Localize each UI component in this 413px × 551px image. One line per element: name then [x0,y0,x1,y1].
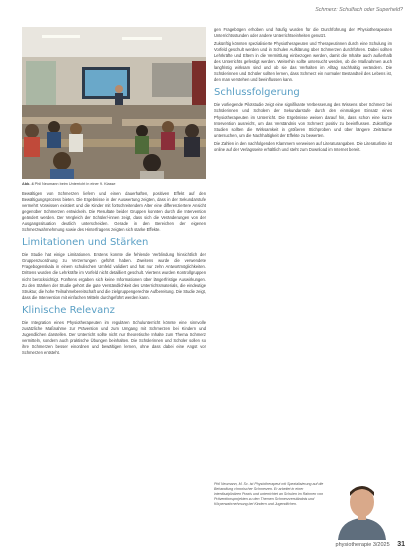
author-box [214,478,392,540]
section-heading-conclusion: Schlussfolgerung [214,87,300,99]
clinical-relevance-paragraph: Die Integration eines Physiotherapeuten im regulären Schulunterricht könnte eine sinnvolle zusätzliche Maßnahme zur Prävention und zum Umgang mit Schmerzen bei Kindern und Jugendlichen darstellen. Der Unterricht sollte nicht nur theoretische Inhalte zum Thema Schmerz vermitteln, sondern auch praktische Übungen beinhalten. Die Schülerinnen und Schüler sollen so ihre Schmerzen besser einordnen und bewältigen lernen, ohne dass dabei eine Angst vor Schmerzen entsteht. [22,319,206,355]
limitations-paragraph: Die Studie hat einige Limitationen. Erstens konnte die fehlende Verblindung hinsichtlich der Gruppenzuordnung zu Verzerrungen geführt haben. Zweitens wurde die verwendete Fragebogenskala in einem schulischen Umfeld validiert und hat nur zehn Antwortmöglichkeiten. Drittens wurden die Lehrkräfte im Vorfeld nicht detailliert geschult. Viertens wurden Kontrollgruppen nicht berücksichtigt. Fünftens ergaben sich keine Informationen über längerfristige Auswirkungen. Zu den Stärken der Studie gehört die gute Verständlichkeit des Unterrichtsmaterials, die eindeutige Struktur, die hohe Teilnahmebereitschaft und die zielgruppengerechte Aufbereitung. Die Studie zeigt, dass die Intervention mit einfachen Mitteln durchgeführt werden kann. [22,252,206,300]
intro-paragraph: Bewältigen von Schmerzen liefern und einen dauerhaften, positiven Effekt auf den Bewältigungsprozess bieten. Die Ergebnisse in der Auswertung zeigten, dass in der Sekundarstufe vermehrt Vorwissen existiert und die Kinder mit fortschreitendem Alter eine differenziertere Ansicht gegenüber Schmerzen entwickeln. Die Resultate beider Gruppen konnten durch die Intervention geändert werden. Der Vergleich der Schüler/-innen zeigt, dass sich die Veränderungen von der Ausgangssituation deutlich unterscheiden. Gerade in den Bereichen der eigenen Schmerzwahrnehmung sowie des Hinterfragens zeigten sich starke Effekte. [22,191,206,233]
running-title: Schmerz: Schulfach oder Superheld? [315,7,403,13]
classroom-illustration [22,27,206,179]
figure-caption [22,182,206,187]
right-paragraph-2: Zukünftig könnten spezialisierte Physiotherapeuten und Therapeutinnen durch eine Schulung im Vorfeld geschult werden und in Schulen Aufklärung über Schmerzen durchführen. Dabei sollten Lehrkräfte und Eltern in die Vermittlung einbezogen werden, damit die Inhalte auch außerhalb des Unterrichts gefestigt werden. Weiterhin sollte untersucht werden, ob die Maßnahmen auch langfristig wirksam sind und ob sie das Verhalten im Alltag nachhaltig verändern. Die Schülerinnen und Schüler sollten lernen, dass Schmerz ein normaler Bestandteil des Lebens ist, den man verstehen und beeinflussen kann. [214,41,392,83]
figure-caption-text: Phil Neumann beim Unterricht in einer 9. Klasse [34,182,116,186]
classroom-photo [22,27,206,179]
right-paragraph-1: gen Fragebögen erhoben und häufig wurden für die Durchführung der Physiotherapeuten Unterrichtsstunden oder andere Unterrichtseinheiten genutzt. [214,27,392,39]
section-heading-clinical-relevance: Klinische Relevanz [22,304,115,316]
author-bio: Phil Neumann, M. Sc. ist Physiotherapeut mit Spezialisierung auf die Behandlung chronischer Schmerzen. Er arbeitet in einer interdisziplinären Praxis und unterrichtet an Schulen im Rahmen von Präventionsprojekten zu den Themen Schmerzverständnis und Körperwahrnehmung bei Kindern und Jugendlichen. [214,482,324,506]
conclusion-paragraph: Die vorliegende Pilotstudie zeigt eine signifikante Verbesserung des Wissens über Schmerz bei Schülerinnen und Schülern der Sekundarstufe durch den einmaligen Einsatz eines Physiotherapeuten im Unterricht. Die Ergebnisse weisen darauf hin, dass schon eine kurze Intervention ausreicht, um das Verständnis von Schmerz positiv zu beeinflussen. Zukünftige Studien sollten die Wirksamkeit in größeren Stichproben und über längere Zeiträume untersuchen, um die Nachhaltigkeit der Effekte zu bewerten. [214,102,392,138]
journal-name: physiotherapie 3/2025 [335,542,390,548]
author-portrait [332,478,392,540]
left-column [22,27,206,358]
page-footer [336,541,405,548]
figure-label: Abb. 4 [22,182,34,186]
section-heading-limitations: Limitationen und Stärken [22,237,149,249]
page-number: 31 [397,541,405,548]
right-column [214,27,392,155]
author-portrait-illustration [332,478,392,540]
references-note: Die Zahlen in den nachfolgenden Klammern verweisen auf Literaturangaben. Die Literaturliste ist online auf der Verlagsseite erhältlich und steht zum Download im Internet bereit. [214,140,392,152]
